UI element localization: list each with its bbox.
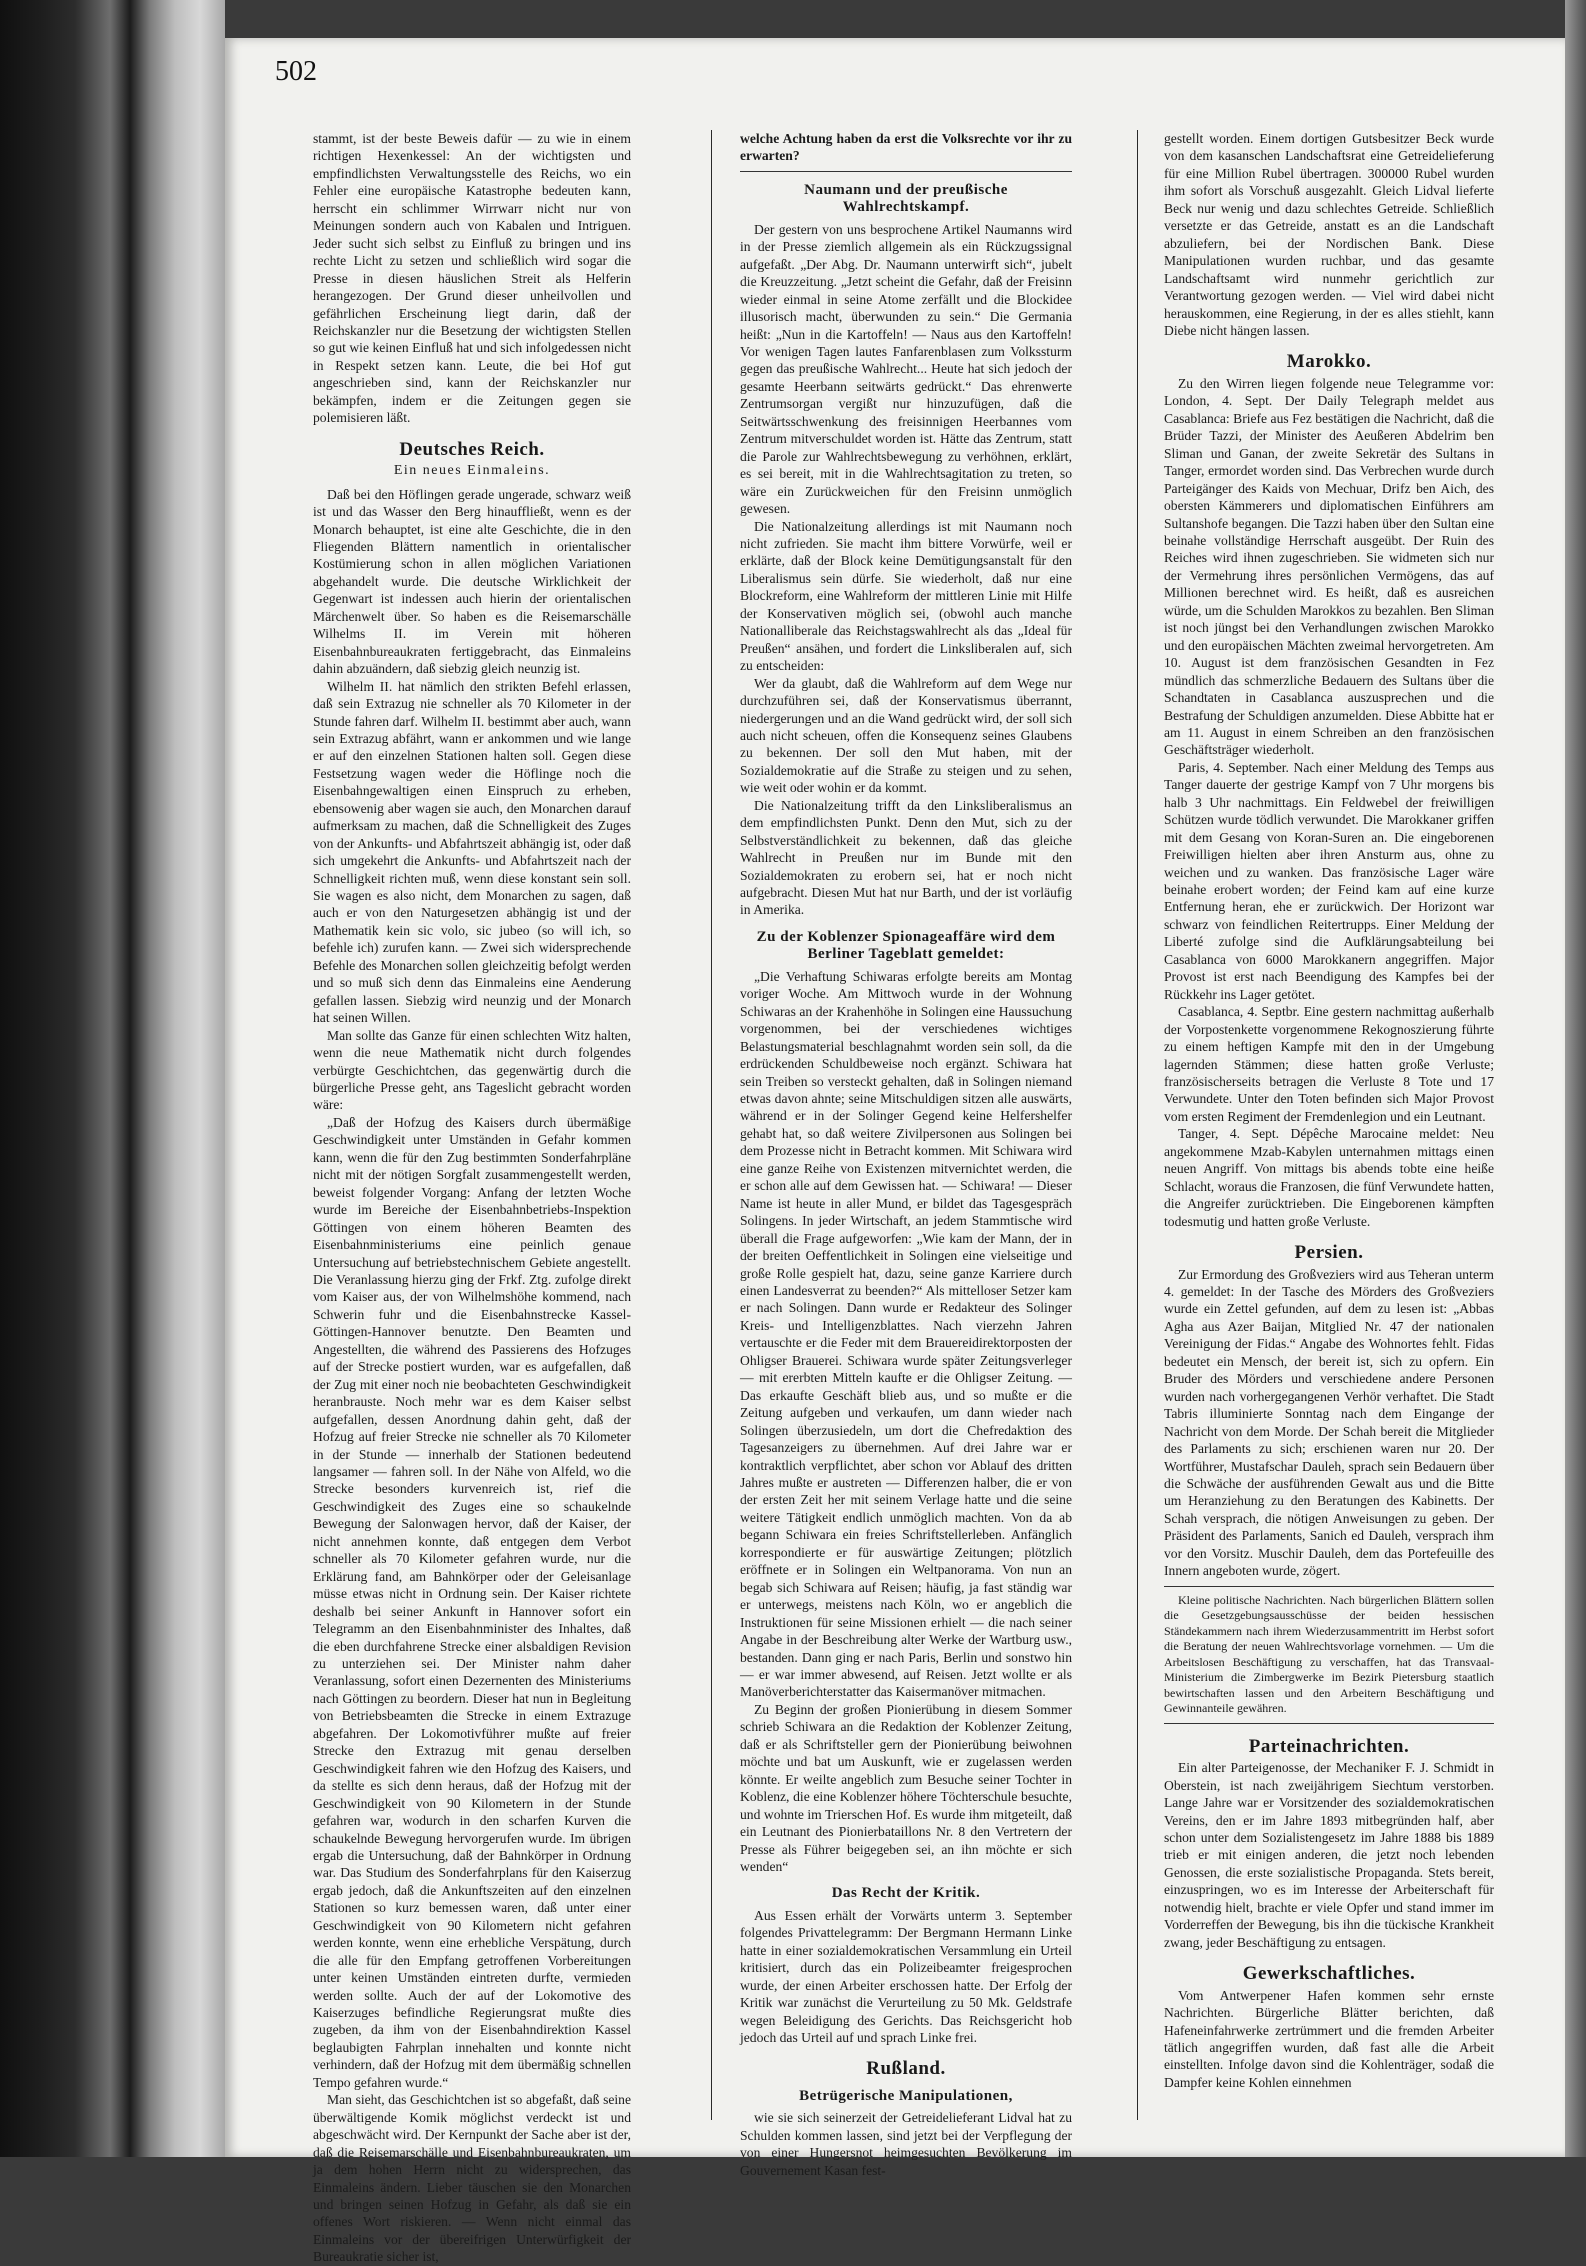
- paragraph: Die Nationalzeitung allerdings ist mit Naumann noch nicht zufrieden. Sie macht ihm bittere Vorwürfe, weil er erklärte, daß der Block keine Demütigungsanstalt für den Liberalismus sein dürfe. Sie wiederholt, daß nur eine Blockreform, eine Wahlreform der mittleren Linie mit Hilfe der Konservativen möglich sei, (obwohl auch manche Nationalliberale das Reichstagswahlrecht als das „Ideal für Preußen“ ansähen, und fordert die Linksliberalen auf, sich zu entscheiden:: [740, 518, 1072, 674]
- paragraph: Man sollte das Ganze für einen schlechten Witz halten, wenn die neue Mathematik nicht durch folgendes verbürgte Geschichtchen, das gegenwärtig durch die bürgerliche Presse geht, ans Tageslicht gebracht worden wäre:: [313, 1027, 631, 1113]
- paragraph: Daß bei den Höflingen gerade ungerade, schwarz weiß ist und das Wasser den Berg hinauffließt, wenn es der Monarch behauptet, ist eine alte Geschichte, die in den Fliegenden Blättern namentlich in orientalischer Kostümierung schon in allen möglichen Variationen abgehandelt wurde. Die deutsche Wirklichkeit der Gegenwart ist indessen auch hierin der orientalischen Märchenwelt über. So haben es die Reisemarschälle Wilhelms II. im Verein mit höheren Eisenbahnbureaukraten fertiggebracht, das Einmaleins dahin abzuändern, daß siebzig gleich neunzig ist.: [313, 486, 631, 677]
- paragraph: Der gestern von uns besprochene Artikel Naumanns wird in der Presse ziemlich allgemein als ein Rückzugssignal aufgefaßt. „Der Abg. Dr. Naumann unterwirft sich“, jubelt die Kreuzzeitung. „Jetzt scheint die Gefahr, daß der Freisinn wieder einmal in seine Atome zerfällt und die Blockidee illusorisch macht, überwunden zu sein.“ Die Germania heißt: „Nun in die Kartoffeln! — Naus aus den Kartoffeln! Vor wenigen Tagen lautes Fanfarenblasen zum Volkssturm gegen das preußische Wahlrecht... Heute hat sich jedoch der gesamte Heerbann seitwärts gedrückt.“ Das ehrenwerte Zentrumsorgan vergißt nur hinzuzufügen, daß die Seitwärtsschwenkung des freisinnigen Heerbannes vom Zentrum mitverschuldet worden ist. Hätte das Zentrum, statt die Parole zur Wahlrechtsbewegung zu verhöhnen, erklärt, es sei bereit, mit in die Wahlrechtsagitation zu treten, so wäre ein Zurückweichen für den Freisinn unmöglich gewesen.: [740, 221, 1072, 517]
- paragraph: Wer da glaubt, daß die Wahlreform auf dem Wege nur durchzuführen sei, daß der Konservatismus überrannt, niedergerungen und an die Wand gedrückt wird, der soll sich auch nicht scheuen, offen die Konsequenz seines Glaubens zu bekennen. Der soll den Mut haben, mit der Sozialdemokratie auf die Straße zu steigen und zu sehen, wie weit oder wohin er da kommt.: [740, 675, 1072, 796]
- article-heading: Zu der Koblenzer Spionageaffäre wird dem Berliner Tageblatt gemeldet:: [756, 928, 1056, 963]
- section-heading: Gewerkschaftliches.: [1242, 1963, 1416, 1985]
- section-heading: Marokko.: [1286, 351, 1372, 373]
- article-title: Ein neues Einmaleins.: [393, 463, 551, 479]
- section-heading: Parteinachrichten.: [1248, 1735, 1410, 1757]
- column-3: [1164, 130, 1494, 2130]
- section-heading: Rußland.: [866, 2058, 946, 2080]
- paragraph: gestellt worden. Einem dortigen Gutsbesitzer Beck wurde von dem kasanschen Landschaftsrat eine Getreidelieferung für eine Million Rubel übertragen. 300000 Rubel wurden ihm sofort als Vorschuß ausgezahlt. Gleich Lidval lieferte Beck nur wenig und dazu schlechtes Getreide. Schließlich versetzte er das Getreide, anstatt es an die Landschaft abzuliefern, bei der Nordischen Bank. Diese Manipulationen wurden ruchbar, und das gesamte Landschaftsamt wird nunmehr gerichtlich zur Verantwortung gezogen werden. — Viel wird dabei nicht herauskommen, eine Regierung, in der es alles stiehlt, kann Diebe nicht hängen lassen.: [1164, 131, 1494, 338]
- paragraph: wie sie sich seinerzeit der Getreidelieferant Lidval hat zu Schulden kommen lassen, sind jetzt bei der Verpflegung der von einer Hungersnot heimgesuchten Bevölkerung im Gouvernement Kasan fest-: [740, 2110, 1072, 2178]
- column-1: [313, 130, 631, 2265]
- divider: [1164, 1586, 1494, 1587]
- book-spine: [0, 0, 225, 2157]
- page-number: 502: [275, 56, 317, 87]
- column-rule: [711, 130, 712, 2120]
- article-heading: Betrügerische Manipulationen,: [799, 2087, 1013, 2104]
- paragraph: Zu den Wirren liegen folgende neue Telegramme vor: London, 4. Sept. Der Daily Telegraph meldet aus Casablanca: Briefe aus Fez bestätigen die Nachricht, daß die Brüder Tazzi, der Minister des Aeußeren Abdelrim ben Sliman und Ganan, der zweite Sekretär des Sultans in Tanger, ermordet worden sind. Das Verbrechen wurde durch Parteigänger des Kaids von Mechuar, Drifz ben Aich, des obersten Kämmerers und diplomatischen Einführers am Sultanshofe begangen. Die Tazzi haben über den Sultan eine beinahe vollständige Herrschaft ausgeübt. Der Ruin des Reiches wird ihnen zugeschrieben. Sie widmeten sich nur der Vermehrung ihres persönlichen Vermögens, das auf Millionen berechnet wird. Es heißt, daß es ausreichen würde, um die Schulden Marokkos zu bezahlen. Ben Sliman ist noch jüngst bei den Verhandlungen zwischen Marokko und den europäischen Mächten zweimal hervorgetreten. Am 10. August ist dem französischen Gesandten in Fez mündlich das schmerzliche Bedauern des Sultans über die Schandtaten in Casablanca auszusprechen und die Bestrafung der Schuldigen anzumelden. Diese Abbitte hat er am 11. August in einem Schreiben an den französischen Geschäftsträger wiederholt.: [1164, 375, 1494, 758]
- paragraph: Ein alter Parteigenosse, der Mechaniker F. J. Schmidt in Oberstein, ist nach zweijährigem Siechtum verstorben. Lange Jahre war er Vorsitzender des sozialdemokratischen Vereins, den er im Jahre 1893 mitbegründen half, aber schon unter dem Sozialistengesetz im Jahre 1888 bis 1889 trieb er mit einigen anderen, die jetzt noch lebenden Genossen, die erste sozialistische Propaganda. Stets bereit, einzuspringen, wo es im Interesse der Arbeiterschaft für notwendig hielt, brachte er viele Opfer und stand immer im Vorderreffen der Bewegung, bis ihn die tückische Krankheit zwang, jeder Beschäftigung zu entsagen.: [1164, 1760, 1494, 1950]
- article-heading: Naumann und der preußische Wahlrechtskampf.: [804, 181, 1008, 216]
- article-heading: Das Recht der Kritik.: [831, 1885, 981, 1902]
- paragraph: Wilhelm II. hat nämlich den strikten Befehl erlassen, daß sein Extrazug nie schneller als 70 Kilometer in der Stunde fahren darf. Wilhelm II. bestimmt aber auch, wann sein Extrazug abfährt, wann er ankommen und wie lange er auf den einzelnen Stationen halten soll. Gegen diese Festsetzung wagen weder die Höflinge noch die Eisenbahngewaltigen einen Einspruch zu erheben, ebensowenig aber wagen sie auch, den Monarchen darauf aufmerksam zu machen, daß die Schnelligkeit des Zuges von der Ankunfts- und Abfahrtszeit abhängig ist, oder daß sich umgekehrt die Ankunfts- und Abfahrtszeit nach der Schnelligkeit richten muß, wenn diese konstant sein soll. Sie wagen es also nicht, dem Monarchen zu sagen, daß auch er von den Naturgesetzen abhängig ist und der Mathematik kein sic volo, sic jubeo (so will ich, so befehle ich) zurufen kann. — Zwei sich widersprechende Befehle des Monarchen sollen gleichzeitig befolgt werden und so muß sich denn das Einmaleins eine Aenderung gefallen lassen. Siebzig wird neunzig und der Monarch hat seinen Willen.: [313, 678, 631, 1026]
- column-rule: [1137, 130, 1138, 2120]
- paragraph: Zu Beginn der großen Pionierübung in diesem Sommer schrieb Schiwara an die Redaktion der Koblenzer Zeitung, daß er als Schriftsteller gern der Pionierübung beiwohnen möchte und bat um Auskunft, wie er zugelassen werden könnte. Er weilte angeblich zum Besuche seiner Tochter in Koblenz, die eine Koblenzer höhere Töchterschule besuchte, und wohnte im Trierschen Hof. Es wurde ihm mitgeteilt, daß ein Leutnant des Pionierbataillons Nr. 8 den Vertretern der Presse als Führer beigegeben sei, an ihn möchte er sich wenden“: [740, 1701, 1072, 1874]
- paragraph: Casablanca, 4. Septbr. Eine gestern nachmittag außerhalb der Vorpostenkette vorgenommene Rekognoszierung führte zu einem heftigen Kampfe mit den in der Umgebung lagernden Stämmen; diese hatten große Verluste; französischerseits betragen die Verluste 8 Tote und 17 Verwundete. Unter den Toten befinden sich Major Provost vom ersten Regiment der Fremdenlegion und ein Leutnant.: [1164, 1004, 1494, 1124]
- page-edge: [1565, 0, 1586, 2157]
- column-2: [740, 130, 1072, 2178]
- quote-paragraph: „Die Verhaftung Schiwaras erfolgte bereits am Montag voriger Woche. Am Mittwoch wurde in der Wohnung Schiwaras an der Krahenhöhe in Solingen eine Haussuchung vorgenommen, bei der verschiedenes wichtiges Belastungsmaterial beschlagnahmt worden sein soll, da die erdrückenden Schuldbeweise noch ergänzt. Schiwara hat sein Treiben so versteckt gehalten, daß in Solingen niemand etwas davon ahnte; seine Mitschuldigen sitzen alle auswärts, während er in der Solinger Gegend keine Helfershelfer gehabt hat, so daß weitere Zivilpersonen aus Solingen bei dem Prozesse nicht in Betracht kommen. Mit Schiwara wird eine ganze Reihe von Existenzen mitvernichtet werden, die er schon alle auf dem Gewissen hat. — Schiwara! — Dieser Name ist heute in aller Mund, er bildet das Tagesgespräch Solingens. In jeder Wirtschaft, an jedem Stammtische wird überall die Frage aufgeworfen: „Wie kam der Mann, der in der breiten Oeffentlichkeit in Solingen eine vielseitige und große Rolle gespielt hat, dazu, seine ganze Karriere durch einen Landesverrat zu beenden?“ Als mittelloser Setzer kam er nach Solingen. Dann wurde er Redakteur des Solinger Kreis- und Intelligenzblattes. Nach vierzehn Jahren vertauschte er die Feder mit dem Brauereidirektorposten der Ohligser Brauerei. Schiwara wurde später Zeitungsverleger — mit ererbten Mitteln kaufte er die Ohligser Zeitung. — Das erkaufte Geschäft blieb aus, und so mußte er die Zeitung aufgeben und verkaufen, um dann wieder nach Solingen überzusiedeln, um dort die Chefredaktion des Tagesanzeigers zu übernehmen. Auf drei Jahre war er kontraktlich verpflichtet, aber schon vor Ablauf des dritten Jahres mußte er austreten — Differenzen halber, die er von der ersten Zeit her mit seinem Verlage hatte und die seine weitere Tätigkeit endlich unmöglich machten. Von da ab begann Schiwara ein freies Schriftstellerleben. Anfänglich korrespondierte er für auswärtige Zeitungen; plötzlich eröffnete er in Solingen ein Weltpanorama. Von nun an begab sich Schiwara auf Reisen; häufig, ja fast ständig war er unterwegs, meistens nach Köln, wo er angeblich die Instruktionen für seine Missionen erhielt — die nach seiner Angabe in der Beschreibung alter Werke der Wartburg usw., bestanden. Dann ging er nach Paris, Berlin und sonstwo hin — er war immer abwesend, auf Reisen. Jetzt wollte er als Manöverberichterstatter das Kaisermanöver mitmachen.: [740, 968, 1072, 1700]
- paragraph: Aus Essen erhält der Vorwärts unterm 3. September folgendes Privattelegramm: Der Bergmann Hermann Linke hatte in einer sozialdemokratischen Versammlung ein Urteil kritisiert, durch das ein Polizeibeamter freigesprochen wurde, der einen Arbeiter erschossen hatte. Der Erfolg der Kritik war zunächst die Verurteilung zu 50 Mk. Geldstrafe wegen Beleidigung des Gerichts. Das Reichsgericht hob jedoch das Urteil auf und sprach Linke frei.: [740, 1907, 1072, 2046]
- paragraph: Die Nationalzeitung trifft da den Linksliberalismus an dem empfindlichsten Punkt. Denn den Mut, sich zu der Selbstverständlichkeit zu bekennen, daß das gleiche Wahlrecht in Preußen nur im Bunde mit den Sozialdemokraten zu erobern sei, hat er noch nicht aufgebracht. Diesen Mut hat nur Barth, und der ist vorläufig in Amerika.: [740, 797, 1072, 918]
- paragraph: Tanger, 4. Sept. Dépêche Marocaine meldet: Neu angekommene Mzab-Kabylen unternahmen mittags einen neuen Angriff. Von mittags bis abends tobte eine heiße Schlacht, woraus die Franzosen, die fünf Verwundete hatten, die Angreifer zurücktrieben. Die Eingeborenen kämpften todesmutig und hatten große Verluste.: [1164, 1126, 1494, 1229]
- divider: [1164, 1723, 1494, 1724]
- paragraph: Zur Ermordung des Großveziers wird aus Teheran unterm 4. gemeldet: In der Tasche des Mörders des Großveziers wurde ein Zettel gefunden, auf dem zu lesen ist: „Abbas Agha aus Azer Baijan, Mitglied Nr. 47 der nationalen Vereinigung der Fidas.“ Angabe des Wohnortes fehlt. Fidas bedeutet ein Mensch, der bereit ist, sich zu opfern. Ein Bruder des Mörders und verschiedene andere Personen wurden nach vorhergegangenen Verhör verhaftet. Die Stadt Tabris illuminierte Sonntag nach dem Eingange der Nachricht von dem Morde. Der Schah bereit die Mitglieder des Parlaments zu sich; erschienen waren nur 20. Der Wortführer, Mustafschar Dauleh, sprach sein Bedauern über die Schwäche der ausführenden Gewalt aus und die Bitte um Heranziehung zu den Beratungen des Kabinetts. Der Schah versprach, die nötigen Anweisungen zu geben. Der Präsident des Parlaments, Sanich ed Dauleh, versprach ihm vor den Vorsitz. Muschir Dauleh, dem das Portefeuille des Innern angeboten wurde, zögert.: [1164, 1266, 1494, 1579]
- newspaper-page: [225, 38, 1565, 2265]
- news-brief: Kleine politische Nachrichten. Nach bürgerlichen Blättern sollen die Gesetzgebungsausschüsse der beiden hessischen Ständekammern nach ihrem Wiederzusammentritt im Herbst sofort die Beratung der neuen Wahlrechtsvorlage vornehmen. — Um die Arbeitslosen Beschäftigung zu verschaffen, hat das Transvaal-Ministerium die Zimbergwerke im Bezirk Pietersburg staatlich bewirtschaften lassen und den Arbeitern Beschäftigung und Gewinnanteile gewähren.: [1164, 1592, 1494, 1716]
- section-heading: Persien.: [1294, 1242, 1364, 1264]
- paragraph: Paris, 4. September. Nach einer Meldung des Temps aus Tanger dauerte der gestrige Kampf von 7 Uhr morgens bis halb 3 Uhr nachmittags. Ein Feldwebel der freiwilligen Schützen wurde tödlich verwundet. Die Marokkaner griffen mit dem Gesang von Koran-Suren an. Die eingeborenen Freiwilligen hielten aber ihren Ansturm aus, ohne zu weichen und zu wanken. Das französische Lager wäre beinahe erobert worden; der Feind kam auf eine kurze Entfernung heran, ehe er zurückwich. Der Horizont war schwarz von feindlichen Reitertrupps. Einer Meldung der Liberté zufolge sind die Aufklärungsabteilung bei Casablanca von 6000 Marokkanern angegriffen. Major Provost ist erst nach Beendigung des Kampfes bei der Rückkehr ins Lager getötet.: [1164, 759, 1494, 1002]
- paragraph: welche Achtung haben da erst die Volksrechte vor ihr zu erwarten?: [740, 131, 1072, 164]
- section-heading: Deutsches Reich.: [399, 438, 545, 460]
- paragraph: stammt, ist der beste Beweis dafür — zu wie in einem richtigen Hexenkessel: An der wichtigsten und empfindlichsten Verwaltungsstelle des Reichs, wo ein Fehler eine europäische Katastrophe bedeuten kann, herrscht ein schlimmer Wirrwarr nicht nur von Meinungen sondern auch von Kabalen und Intriguen. Jeder sucht sich selbst zu Einfluß zu bringen und ins rechte Licht zu setzen und schließlich wird sogar die Presse in diesen häuslichen Streit als Helferin herangezogen. Der Grund dieser unheilvollen und gefährlichen Erscheinung liegt darin, daß der Reichskanzler nur die Besetzung der wichtigsten Stellen so gut wie keinen Einfluß hat und sich infolgedessen nicht in Respekt setzen kann. Leute, die bei Hof gut angeschrieben sind, kann der Reichskanzler nur bekämpfen, indem er die Zeitungen gegen sie polemisieren läßt.: [313, 131, 631, 426]
- quote-paragraph: „Daß der Hofzug des Kaisers durch übermäßige Geschwindigkeit unter Umständen in Gefahr kommen kann, wenn die für den Zug bestimmten Sonderfahrpläne nicht mit der nötigen Sorgfalt zusammengestellt werden, beweist folgender Vorgang: Anfang der letzten Woche wurde im Bereiche der Eisenbahnbetriebs-Inspektion Göttingen von einem höheren Beamten des Eisenbahnministeriums eine peinlich genaue Untersuchung auf betriebstechnischem Gebiete angestellt. Die Veranlassung hierzu ging der Frkf. Ztg. zufolge direkt vom Kaiser aus, der von Wilhelmshöhe kommend, nach Schwerin fuhr und die Eisenbahnstrecke Kassel-Göttingen-Hannover benutzte. Den Beamten und Angestellten, die während des Passierens des Hofzuges auf der Strecke postiert wurden, war es aufgefallen, daß der Zug mit einer noch nie beobachteten Geschwindigkeit heranbrauste. Noch mehr war es dem Kaiser selbst aufgefallen, dessen Anordnung dahin geht, daß der Hofzug auf freier Strecke nie schneller als 70 Kilometer in der Stunde — innerhalb der Stationen bedeutend langsamer — fahren soll. In der Nähe von Alfeld, wo die Strecke besonders kurvenreich ist, rief die Geschwindigkeit des Zuges eine so schaukelnde Bewegung der Salonwagen hervor, daß der Kaiser, der nicht annehmen konnte, daß entgegen dem Verbot schneller als 70 Kilometer gefahren wurde, nur die Erklärung fand, am Bahnkörper oder der Geleisanlage müsse etwas nicht in Ordnung sein. Der Kaiser richtete deshalb bei seiner Ankunft in Hannover sofort ein Telegramm an den Eisenbahnminister des Inhaltes, daß die eben durchfahrene Strecke einer alsbaldigen Revision zu unterziehen sei. Der Minister nahm daher Veranlassung, sofort einen Dezernenten des Ministeriums nach Göttingen zu beordern. Dieser hat nun in Begleitung von Betriebsbeamten die Strecke in einem Extrazuge abgefahren. Der Lokomotivführer mußte auf freier Strecke den Extrazug mit genau derselben Geschwindigkeit fahren wie den Hofzug des Kaisers, und da stellte es sich denn heraus, daß der Hofzug mit der Geschwindigkeit von 90 Kilometern in der Stunde gefahren war, wodurch in den scharfen Kurven die schaukelnde Bewegung hervorgerufen wurde. Im übrigen ergab die Untersuchung, daß der Bahnkörper in Ordnung war. Das Studium des Sonderfahrplans für den Kaiserzug ergab jedoch, daß die Ankunftszeiten auf den einzelnen Stationen so kurz bemessen waren, daß unter einer Geschwindigkeit von 90 Kilometern nicht gefahren werden konnte, wenn eine erhebliche Verspätung, durch die alle für den Empfang getroffenen Vorbereitungen unter keinen Umständen eintreten durfte, vermieden werden sollte. Auch der auf der Lokomotive des Kaiserzuges befindliche Regierungsrat mußte dies zugeben, da ihm von der Eisenbahndirektion Kassel beglaubigten Fahrplan innehalten und konnte nicht verhindern, daß der Hofzug mit dem übermäßig schnellen Tempo gefahren wurde.“: [313, 1114, 631, 2090]
- paragraph: Vom Antwerpener Hafen kommen sehr ernste Nachrichten. Bürgerliche Blätter berichten, daß Hafeneinfahrwerke zertrümmert und die fremden Arbeiter tätlich angegriffen wurden, daß fast alle die Arbeit einstellten. Infolge davon sind die Kohlenträger, sodaß die Dampfer keine Kohlen einnehmen: [1164, 1987, 1494, 2090]
- paragraph: Man sieht, das Geschichtchen ist so abgefaßt, daß seine überwältigende Komik möglichst verdeckt ist und abgeschwächt wird. Der Kernpunkt der Sache aber ist der, daß die Reisemarschälle und Eisenbahnbureaukraten, um ja dem hohen Herrn nicht zu widersprechen, das Einmaleins ändern. Lieber täuschen sie den Monarchen und bringen seinen Hofzug in Gefahr, als daß sie ein offenes Wort riskieren. — Wenn nicht einmal das Einmaleins vor der übereifrigen Unterwürfigkeit der Bureaukratie sicher ist,: [313, 2092, 631, 2265]
- divider: [740, 171, 1072, 172]
